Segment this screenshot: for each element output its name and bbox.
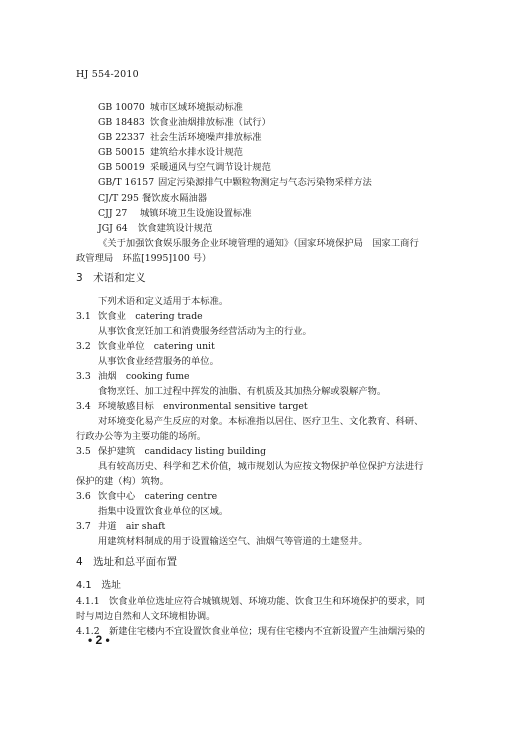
term-definition: 从事饮食业经营服务的单位。	[98, 356, 219, 367]
reference-item	[98, 190, 207, 204]
term-definition: 用建筑材料制成的用于设置输送空气、油烟气等管道的土建竖井。	[98, 536, 368, 547]
clause-text: 时与周边自然和人文环境相协调。	[76, 611, 216, 622]
term-heading	[76, 398, 308, 412]
reference-code: CJ/T 295	[98, 193, 139, 204]
reference-item	[98, 129, 262, 143]
term-title: 饮食业 catering trade	[98, 311, 203, 322]
reference-title: 餐饮废水隔油器	[142, 193, 208, 204]
term-heading	[76, 368, 190, 382]
reference-code: JGJ 64	[98, 223, 128, 234]
term-number: 3.2	[76, 341, 91, 352]
paragraph: 下列术语和定义适用于本标准。	[98, 296, 229, 307]
clause-text: 4.1.2 新建住宅楼内不宜设置饮食业单位；现有住宅楼内不宜新设置产生油烟污染的	[76, 626, 426, 637]
reference-item	[98, 114, 271, 128]
reference-title: 社会生活环境噪声排放标准	[150, 132, 262, 143]
subsection-heading: 4.1 选址	[76, 580, 121, 591]
reference-code: GB/T 16157	[98, 177, 155, 188]
term-number: 3.3	[76, 371, 91, 382]
term-number: 3.6	[76, 491, 91, 502]
notice-line: 政管理局 环监[1995]100 号）	[76, 253, 212, 264]
reference-title: 饮食建筑设计规范	[138, 223, 213, 234]
reference-code: GB 50015	[98, 147, 145, 158]
reference-title: 饮食业油烟排放标准（试行）	[150, 117, 271, 128]
reference-title: 城市区域环境振动标准	[150, 102, 243, 113]
term-heading	[76, 338, 215, 352]
section-heading: 4 选址和总平面布置	[76, 556, 178, 568]
term-title: 环境敏感目标 environmental sensitive target	[98, 401, 308, 412]
reference-item	[98, 205, 252, 219]
term-definition: 指集中设置饮食业单位的区域。	[98, 506, 229, 517]
term-definition: 具有较高历史、科学和艺术价值，城市规划认为应按文物保护单位保护方法进行	[98, 461, 424, 472]
term-title: 油烟 cooking fume	[98, 371, 190, 382]
term-title: 井道 air shaft	[98, 521, 166, 532]
term-heading	[76, 308, 203, 322]
reference-code: CJJ 27	[98, 208, 128, 219]
reference-item	[98, 159, 271, 173]
document-code: HJ 554-2010	[76, 69, 139, 80]
term-number: 3.5	[76, 446, 91, 457]
section-heading: 3 术语和定义	[76, 272, 146, 284]
term-number: 3.1	[76, 311, 91, 322]
term-heading	[76, 518, 165, 532]
clause-text: 4.1.1 饮食业单位选址应符合城镇规划、环境功能、饮食卫生和环境保护的要求，同	[76, 596, 426, 607]
reference-title: 城镇环境卫生设施设置标准	[140, 208, 252, 219]
reference-code: GB 50019	[98, 162, 145, 173]
term-definition: 从事饮食烹饪加工和消费服务经营活动为主的行业。	[98, 326, 312, 337]
term-definition: 保护的建（构）筑物。	[76, 476, 169, 487]
term-definition: 对环境变化易产生反应的对象。本标准指以居住、医疗卫生、文化教育、科研、	[98, 416, 424, 427]
term-heading	[76, 443, 266, 457]
reference-code: GB 18483	[98, 117, 145, 128]
term-title: 饮食业单位 catering unit	[98, 341, 215, 352]
reference-item	[98, 174, 372, 188]
term-title: 饮食中心 catering centre	[98, 491, 218, 502]
reference-item	[98, 144, 243, 158]
term-number: 3.4	[76, 401, 91, 412]
term-definition: 行政办公等为主要功能的场所。	[76, 431, 207, 442]
term-definition: 食物烹饪、加工过程中挥发的油脂、有机质及其加热分解或裂解产物。	[98, 386, 387, 397]
page-number: • 2 •	[88, 633, 110, 647]
notice-line: 《关于加强饮食娱乐服务企业环境管理的通知》（国家环境保护局 国家工商行	[98, 238, 419, 249]
reference-item	[98, 99, 243, 113]
reference-code: GB 22337	[98, 132, 145, 143]
reference-title: 固定污染源排气中颗粒物测定与气态污染物采样方法	[158, 177, 372, 188]
reference-title: 建筑给水排水设计规范	[150, 147, 243, 158]
term-number: 3.7	[76, 521, 91, 532]
reference-item	[98, 220, 212, 234]
term-heading	[76, 488, 217, 502]
reference-code: GB 10070	[98, 102, 145, 113]
term-title: 保护建筑 candidacy listing building	[98, 446, 267, 457]
reference-title: 采暖通风与空气调节设计规范	[150, 162, 271, 173]
